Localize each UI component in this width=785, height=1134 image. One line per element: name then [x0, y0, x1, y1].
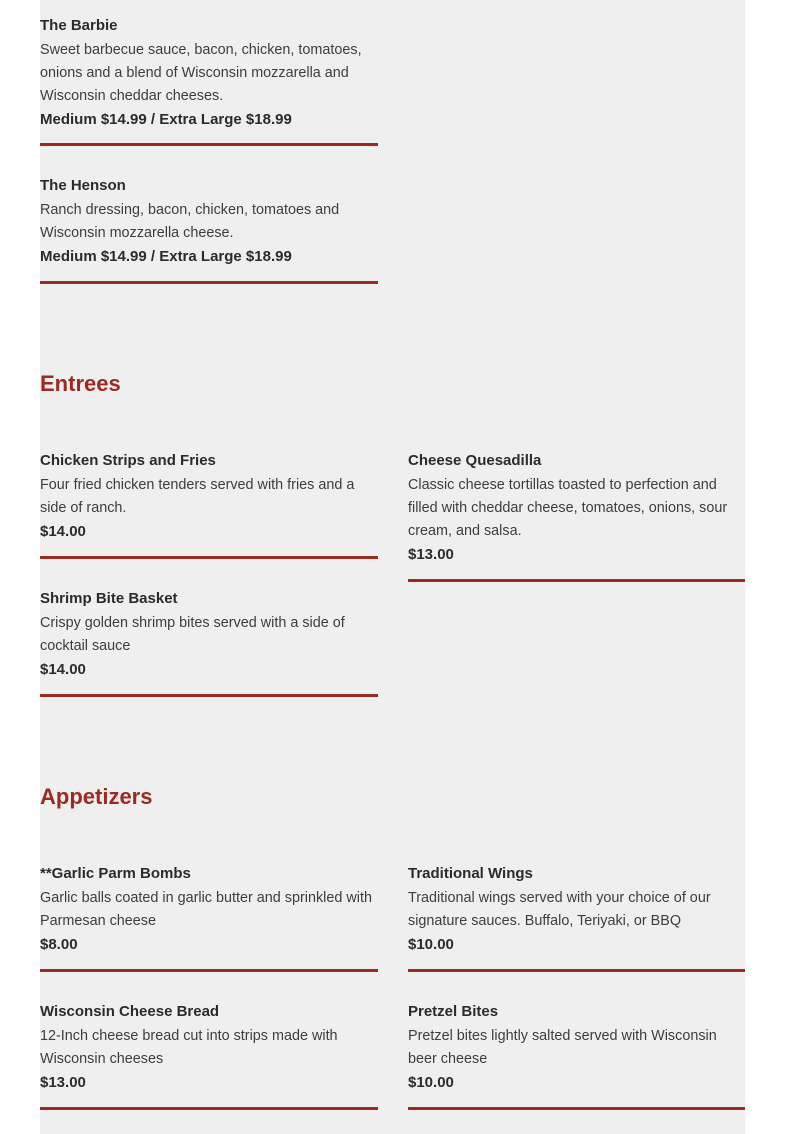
item-name: The Henson — [40, 177, 126, 194]
item-divider — [40, 281, 378, 284]
item-price: $13.00 — [40, 1074, 86, 1091]
item-price: Medium $14.99 / Extra Large $18.99 — [40, 111, 292, 128]
item-description: Crispy golden shrimp bites served with a side of cocktail sauce — [40, 615, 345, 654]
item-description: Sweet barbecue sauce, bacon, chicken, tomatoes, onions and a blend of Wisconsin mozzarella and Wisconsin cheddar cheeses. — [40, 42, 362, 104]
section-title-entrees: Entrees — [40, 371, 121, 396]
item-divider — [408, 969, 745, 972]
item-divider — [40, 556, 378, 559]
item-description: 12-Inch cheese bread cut into strips made with Wisconsin cheeses — [40, 1028, 338, 1067]
item-name: Cheese Quesadilla — [408, 452, 542, 469]
item-name: The Barbie — [40, 17, 118, 34]
menu-item-garlic-parm-bombs — [40, 864, 378, 956]
item-description: Classic cheese tortillas toasted to perfection and filled with cheddar cheese, tomatoes, onions, sour cream, and salsa. — [408, 477, 728, 539]
menu-item-traditional-wings — [408, 864, 746, 956]
item-price: $10.00 — [408, 1074, 454, 1091]
item-price: $13.00 — [408, 546, 454, 563]
item-divider — [40, 694, 378, 697]
item-description: Garlic balls coated in garlic butter and sprinkled with Parmesan cheese — [40, 890, 372, 929]
menu-item-wisconsin-cheese-bread — [40, 1002, 378, 1094]
item-divider — [408, 1107, 745, 1110]
item-description: Traditional wings served with your choice of our signature sauces. Buffalo, Teriyaki, or BBQ — [408, 890, 711, 929]
item-divider — [40, 143, 378, 146]
menu-item-pretzel-bites — [408, 1002, 746, 1094]
menu-item-chicken-strips — [40, 451, 378, 543]
item-name: Wisconsin Cheese Bread — [40, 1003, 220, 1020]
item-divider — [408, 579, 745, 582]
item-description: Ranch dressing, bacon, chicken, tomatoes and Wisconsin mozzarella cheese. — [40, 202, 340, 241]
item-description: Pretzel bites lightly salted served with Wisconsin beer cheese — [408, 1028, 717, 1067]
item-description: Four fried chicken tenders served with fries and a side of ranch. — [40, 477, 355, 516]
menu-item-cheese-quesadilla — [408, 451, 746, 566]
menu-item-shrimp-bite-basket — [40, 589, 378, 681]
item-price: $14.00 — [40, 661, 86, 678]
item-price: Medium $14.99 / Extra Large $18.99 — [40, 248, 292, 265]
menu-item-the-barbie — [40, 16, 378, 131]
item-name: Shrimp Bite Basket — [40, 590, 178, 607]
item-price: $14.00 — [40, 523, 86, 540]
item-divider — [40, 969, 378, 972]
item-price: $10.00 — [408, 936, 454, 953]
item-name: Pretzel Bites — [408, 1003, 499, 1020]
item-name: **Garlic Parm Bombs — [40, 865, 191, 882]
section-title-appetizers: Appetizers — [40, 784, 153, 809]
menu-panel — [40, 0, 745, 1134]
item-divider — [40, 1107, 378, 1110]
item-name: Traditional Wings — [408, 865, 533, 882]
item-price: $8.00 — [40, 936, 78, 953]
menu-item-the-henson — [40, 176, 378, 268]
item-name: Chicken Strips and Fries — [40, 452, 216, 469]
